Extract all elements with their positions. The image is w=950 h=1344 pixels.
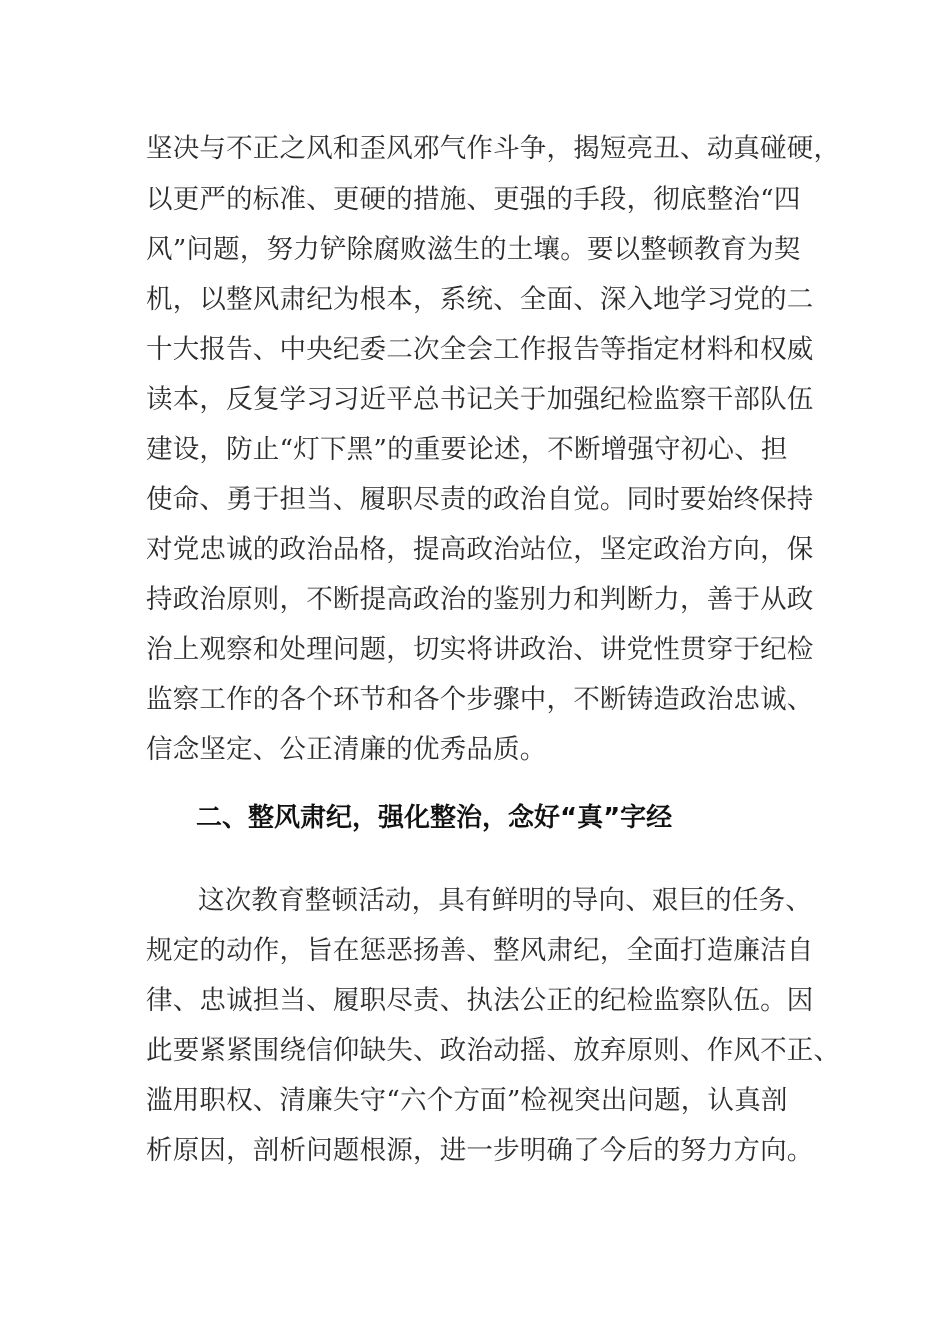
paragraph1-line-10: 持政治原则，不断提高政治的鉴别力和判断力，善于从政 xyxy=(146,584,814,615)
paragraph1-line-9: 对党忠诚的政治品格，提高政治站位，坚定政治方向，保 xyxy=(146,534,814,565)
paragraph1-line-5: 十大报告、中央纪委二次全会工作报告等指定材料和权威 xyxy=(146,334,814,365)
paragraph2-line-5: 滥用职权、清廉失守“六个方面”检视突出问题，认真剖 xyxy=(146,1085,788,1116)
paragraph1-line-11: 治上观察和处理问题，切实将讲政治、讲党性贯穿于纪检 xyxy=(146,634,814,665)
paragraph2-line-6: 析原因，剖析问题根源，进一步明确了今后的努力方向。 xyxy=(146,1135,814,1166)
paragraph2-line-3: 律、忠诚担当、履职尽责、执法公正的纪检监察队伍。因 xyxy=(146,985,814,1016)
paragraph2-line-2: 规定的动作，旨在惩恶扬善、整风肃纪，全面打造廉洁自 xyxy=(146,935,814,966)
paragraph2-line-4: 此要紧紧围绕信仰缺失、政治动摇、放弃原则、作风不正、 xyxy=(146,1035,841,1066)
paragraph1-line-6: 读本，反复学习习近平总书记关于加强纪检监察干部队伍 xyxy=(146,384,814,415)
paragraph1-line-13: 信念坚定、公正清廉的优秀品质。 xyxy=(146,734,547,765)
paragraph1-line-7: 建设，防止“灯下黑”的重要论述，不断增强守初心、担 xyxy=(146,434,788,465)
paragraph1-line-2: 以更严的标准、更硬的措施、更强的手段，彻底整治“四 xyxy=(146,184,801,215)
section-heading: 二、整风肃纪，强化整治，念好“真”字经 xyxy=(196,803,673,833)
paragraph1-line-8: 使命、勇于担当、履职尽责的政治自觉。同时要始终保持 xyxy=(146,484,814,515)
paragraph2-line-1: 这次教育整顿活动，具有鲜明的导向、艰巨的任务、 xyxy=(198,885,813,916)
paragraph1-line-12: 监察工作的各个环节和各个步骤中，不断铸造政治忠诚、 xyxy=(146,684,814,715)
paragraph1-line-1: 坚决与不正之风和歪风邪气作斗争，揭短亮丑、动真碰硬， xyxy=(146,133,841,164)
paragraph1-line-3: 风”问题，努力铲除腐败滋生的土壤。要以整顿教育为契 xyxy=(146,234,801,265)
paragraph1-line-4: 机，以整风肃纪为根本，系统、全面、深入地学习党的二 xyxy=(146,284,814,315)
